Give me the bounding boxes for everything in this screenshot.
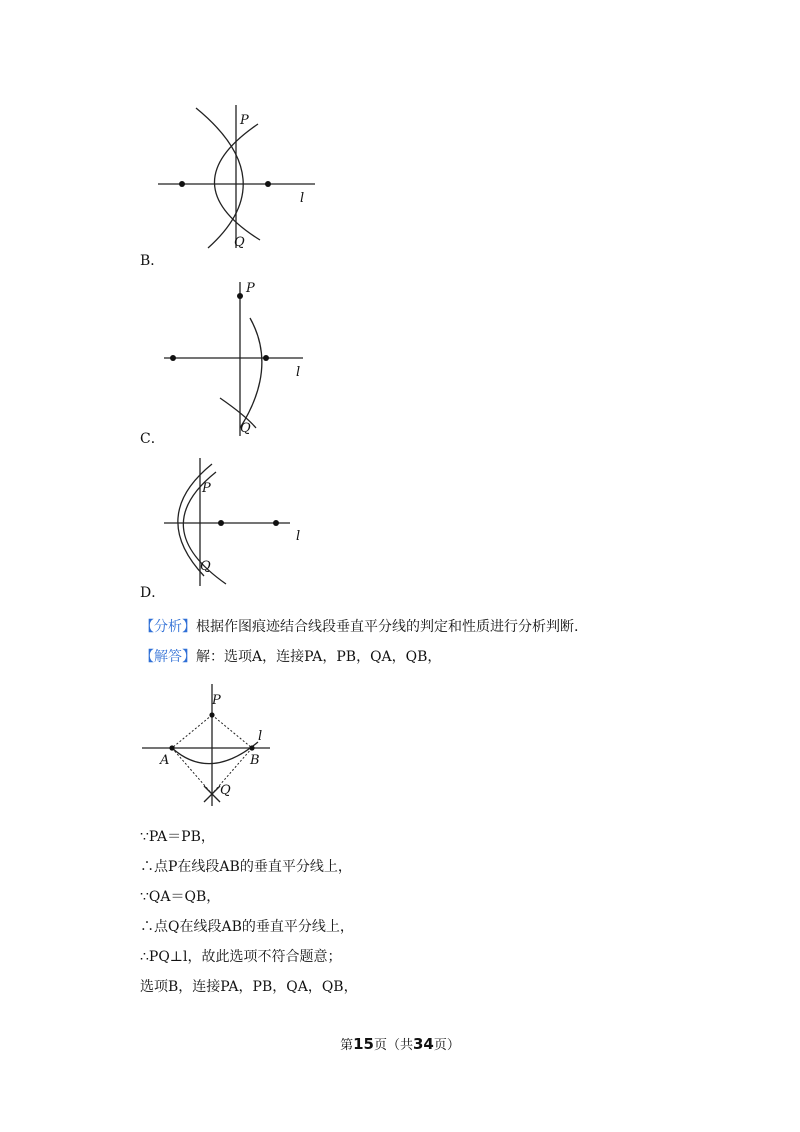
option-c-label: C． bbox=[140, 431, 165, 447]
point-left bbox=[170, 355, 176, 361]
point-left bbox=[179, 181, 185, 187]
label-p: P bbox=[202, 481, 211, 496]
point-p bbox=[237, 293, 243, 299]
label-p: P bbox=[212, 693, 221, 708]
label-l: l bbox=[258, 729, 263, 744]
option-b-label: B． bbox=[140, 253, 165, 269]
figure-solution-a bbox=[140, 680, 280, 810]
footer-page-number: 15 bbox=[353, 1035, 374, 1053]
figure-option-b bbox=[150, 100, 330, 260]
point-right bbox=[265, 181, 271, 187]
label-q: Q bbox=[234, 235, 245, 250]
answer-line bbox=[140, 646, 441, 666]
label-q: Q bbox=[220, 783, 231, 798]
answer-close-bracket: 】 bbox=[182, 649, 196, 665]
figure-option-d bbox=[160, 456, 320, 590]
point-left bbox=[218, 520, 224, 526]
solution-line-6: 选项B，连接PA，PB，QA，QB， bbox=[140, 979, 358, 995]
label-a: A bbox=[160, 753, 170, 768]
footer-mid: 页（共 bbox=[373, 1038, 413, 1053]
answer-text: 解：选项A，连接PA，PB，QA，QB， bbox=[196, 649, 442, 665]
segment-pb bbox=[212, 715, 252, 748]
label-l: l bbox=[300, 191, 305, 206]
arc-right bbox=[214, 124, 260, 240]
solution-line-1: ∵PA＝PB， bbox=[140, 829, 215, 845]
solution-line-3: ∵QA＝QB， bbox=[140, 889, 221, 905]
solution-line-4: ∴点Q在线段AB的垂直平分线上， bbox=[140, 919, 354, 935]
solution-line-5: ∴PQ⊥l，故此选项不符合题意； bbox=[140, 949, 342, 965]
answer-tag: 解答 bbox=[154, 649, 182, 665]
arc-right bbox=[240, 318, 262, 428]
footer-suffix: 页） bbox=[433, 1038, 460, 1053]
footer-prefix: 第 bbox=[340, 1038, 354, 1053]
analysis-tag: 分析 bbox=[154, 619, 182, 635]
label-l: l bbox=[296, 365, 301, 380]
label-q: Q bbox=[200, 559, 211, 574]
option-d-label: D． bbox=[140, 585, 166, 601]
arc-bottom bbox=[172, 742, 258, 764]
label-p: P bbox=[240, 113, 249, 128]
label-l: l bbox=[296, 529, 301, 544]
analysis-text: 根据作图痕迹结合线段垂直平分线的判定和性质进行分析判断. bbox=[196, 619, 579, 635]
analysis-close-bracket: 】 bbox=[182, 619, 196, 635]
analysis-line bbox=[140, 616, 578, 636]
solution-line-2: ∴点P在线段AB的垂直平分线上， bbox=[140, 859, 352, 875]
point-b bbox=[249, 745, 254, 750]
footer-total-pages: 34 bbox=[413, 1035, 434, 1053]
label-b: B bbox=[250, 753, 260, 768]
point-right bbox=[273, 520, 279, 526]
answer-open-bracket: 【 bbox=[140, 649, 154, 665]
point-right bbox=[263, 355, 269, 361]
point-p bbox=[209, 712, 214, 717]
segment-pa bbox=[172, 715, 212, 748]
page-footer bbox=[0, 1034, 800, 1053]
figure-option-c bbox=[160, 278, 320, 440]
analysis-open-bracket: 【 bbox=[140, 619, 154, 635]
point-a bbox=[169, 745, 174, 750]
label-q: Q bbox=[240, 421, 251, 436]
label-p: P bbox=[246, 281, 255, 296]
